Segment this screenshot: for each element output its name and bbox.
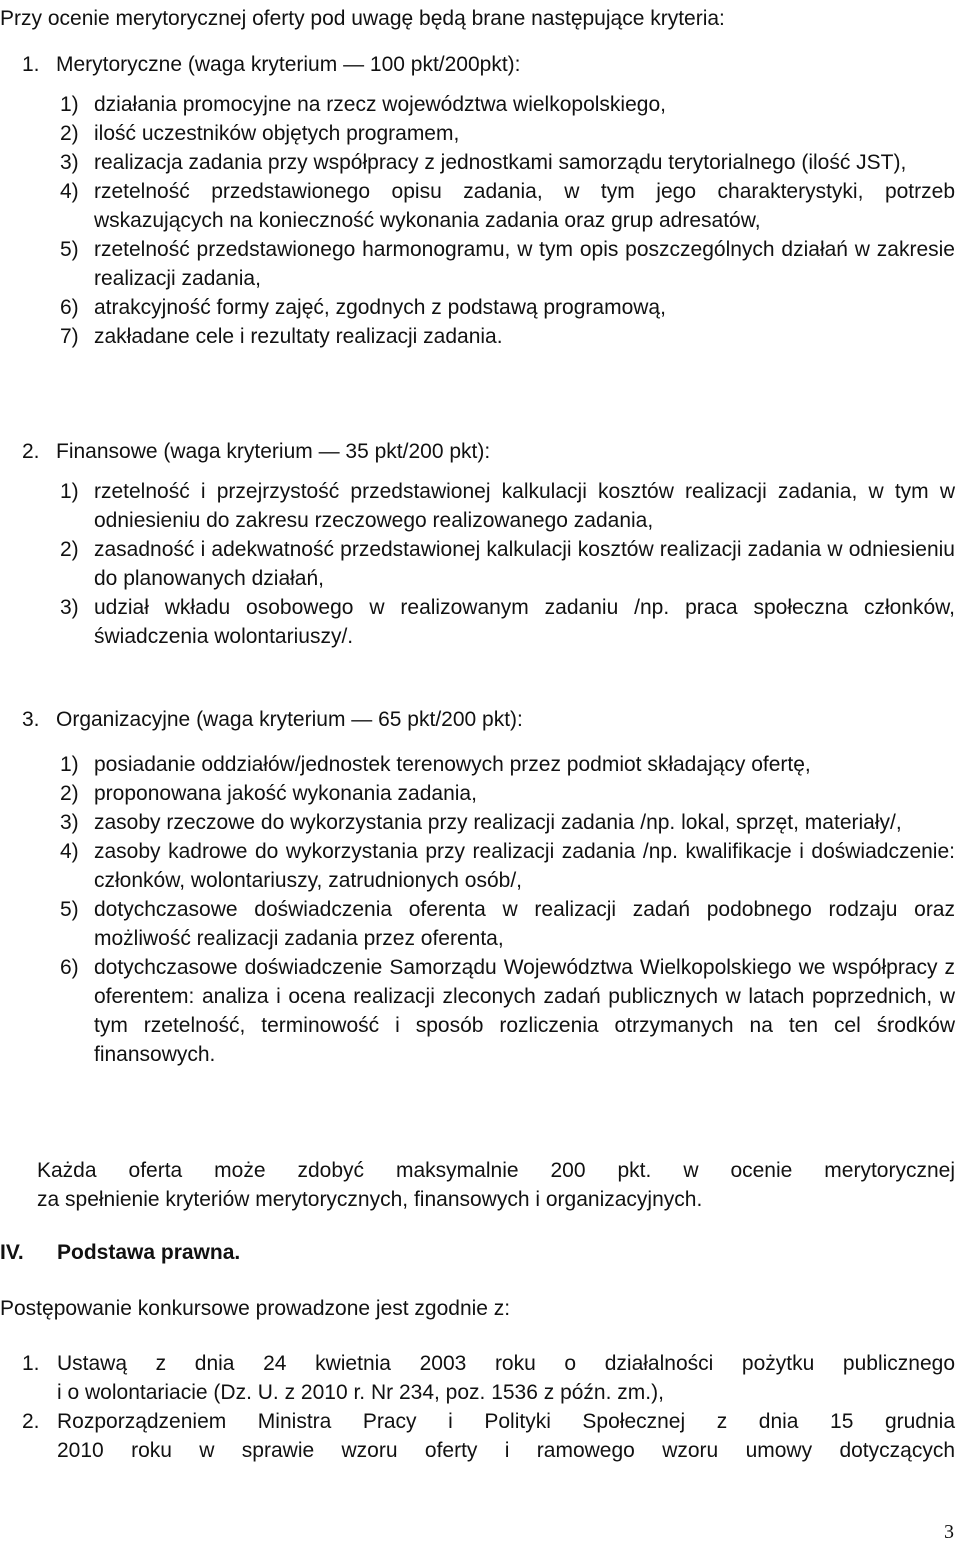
criterion-number: 2) [60, 122, 79, 145]
criterion-text: ilość uczestników objętych programem, [94, 122, 460, 145]
criterion-number: 1) [60, 753, 79, 776]
criterion-number: 1) [60, 93, 79, 116]
summary-line: za spełnienie kryteriów merytorycznych, finansowych i organizacyjnych. [37, 1188, 703, 1211]
section-number: 3. [22, 708, 40, 731]
criterion-number: 6) [60, 296, 79, 319]
section-organizacyjne [22, 705, 955, 1069]
summary-line: Każda oferta może zdobyć maksymalnie 200 pkt. w ocenie merytorycznej [37, 1159, 955, 1182]
criterion-text: realizacja zadania przy współpracy z jednostkami samorządu terytorialnego (ilość JST), [94, 151, 907, 174]
legal-item [22, 1407, 955, 1465]
criterion-item [22, 953, 955, 1069]
criterion-text: zasoby rzeczowe do wykorzystania przy realizacji zadania /np. lokal, sprzęt, materiały/, [94, 811, 902, 834]
criterion-number: 4) [60, 840, 79, 863]
section-number: 2. [22, 440, 40, 463]
section-number: IV. [0, 1241, 24, 1264]
section-heading [22, 50, 955, 79]
criterion-number: 6) [60, 956, 79, 979]
criterion-item [22, 837, 955, 895]
criterion-item [22, 750, 955, 779]
legal-item-line: 2010 roku w sprawie wzoru oferty i ramowego wzoru umowy dotyczących [57, 1439, 955, 1462]
criterion-number: 7) [60, 325, 79, 348]
criterion-number: 3) [60, 596, 79, 619]
legal-item-line: Ustawą z dnia 24 kwietnia 2003 roku o działalności pożytku publicznego [57, 1352, 955, 1375]
section-title: Finansowe (waga kryterium — 35 pkt/200 pkt): [56, 440, 491, 463]
section-heading [22, 705, 955, 734]
criterion-item [22, 477, 955, 535]
criterion-text: działania promocyjne na rzecz województwa wielkopolskiego, [94, 93, 666, 116]
legal-list [22, 1349, 955, 1465]
criterion-text: atrakcyjność formy zajęć, zgodnych z podstawą programową, [94, 296, 666, 319]
criterion-item [22, 177, 955, 235]
criterion-number: 3) [60, 811, 79, 834]
criterion-number: 5) [60, 898, 79, 921]
criterion-item [22, 895, 955, 953]
criterion-text: dotychczasowe doświadczenia oferenta w realizacji zadań podobnego rodzaju oraz możliwość realizacji zadania przez oferenta, [94, 898, 955, 950]
criterion-number: 4) [60, 180, 79, 203]
section-heading [22, 437, 955, 466]
criterion-text: zakładane cele i rezultaty realizacji zadania. [94, 325, 503, 348]
section-number: 1. [22, 53, 40, 76]
criterion-item [22, 119, 955, 148]
section-title: Podstawa prawna. [57, 1241, 241, 1264]
criterion-text: zasoby kadrowe do wykorzystania przy realizacji zadania /np. kwalifikacje i doświadczenie: członków, wolontariuszy, zatrudnionych osób/, [94, 840, 955, 892]
criterion-item [22, 293, 955, 322]
criterion-text: posiadanie oddziałów/jednostek terenowych przez podmiot składający ofertę, [94, 753, 811, 776]
criterion-text: rzetelność przedstawionego harmonogramu, w tym opis poszczególnych działań w zakresie realizacji zadania, [94, 238, 955, 290]
criterion-number: 3) [60, 151, 79, 174]
criteria-list [22, 750, 955, 1069]
criterion-number: 2) [60, 782, 79, 805]
score-summary [37, 1156, 955, 1214]
criteria-list [22, 477, 955, 651]
criterion-item [22, 148, 955, 177]
section-finansowe [22, 437, 955, 651]
section-title: Organizacyjne (waga kryterium — 65 pkt/200 pkt): [56, 708, 523, 731]
legal-item-number: 1. [22, 1352, 40, 1375]
legal-item-line: Rozporządzeniem Ministra Pracy i Polityki Społecznej z dnia 15 grudnia [57, 1410, 955, 1433]
page-number: 3 [944, 1521, 954, 1543]
legal-item-line: i o wolontariacie (Dz. U. z 2010 r. Nr 234, poz. 1536 z późn. zm.), [57, 1381, 664, 1404]
criterion-number: 2) [60, 538, 79, 561]
criteria-list [22, 90, 955, 351]
criterion-text: rzetelność i przejrzystość przedstawionej kalkulacji kosztów realizacji zadania, w tym w odniesieniu do zakresu rzeczowego realizowanego zadania, [94, 480, 955, 532]
criterion-item [22, 535, 955, 593]
criterion-number: 5) [60, 238, 79, 261]
criterion-text: rzetelność przedstawionego opisu zadania, w tym jego charakterystyki, potrzeb wskazujących na konieczność wykonania zadania oraz grup adresatów, [94, 180, 955, 232]
section-title: Merytoryczne (waga kryterium — 100 pkt/200pkt): [56, 53, 521, 76]
criteria-intro: Przy ocenie merytorycznej oferty pod uwagę będą brane następujące kryteria: [0, 7, 725, 30]
criterion-item [22, 322, 955, 351]
criterion-text: dotychczasowe doświadczenie Samorządu Województwa Wielkopolskiego we współpracy z oferentem: analiza i ocena realizacji zleconych zadań publicznych w latach poprzednich, w tym rzetelność, terminowość i sposób rozliczenia otrzymanych na ten cel środków finansowych. [94, 956, 955, 1066]
section-heading-podstawa-prawna [0, 1238, 240, 1267]
criterion-text: udział wkładu osobowego w realizowanym zadaniu /np. praca społeczna członków, świadczenia wolontariuszy/. [94, 596, 955, 648]
section-merytoryczne [22, 50, 955, 351]
legal-intro: Postępowanie konkursowe prowadzone jest zgodnie z: [0, 1297, 511, 1320]
legal-item-number: 2. [22, 1410, 40, 1433]
criterion-number: 1) [60, 480, 79, 503]
legal-item [22, 1349, 955, 1407]
criterion-text: proponowana jakość wykonania zadania, [94, 782, 477, 805]
criterion-item [22, 235, 955, 293]
criterion-text: zasadność i adekwatność przedstawionej kalkulacji kosztów realizacji zadania w odniesieniu do planowanych działań, [94, 538, 955, 590]
criterion-item [22, 90, 955, 119]
criterion-item [22, 808, 955, 837]
criterion-item [22, 593, 955, 651]
criterion-item [22, 779, 955, 808]
